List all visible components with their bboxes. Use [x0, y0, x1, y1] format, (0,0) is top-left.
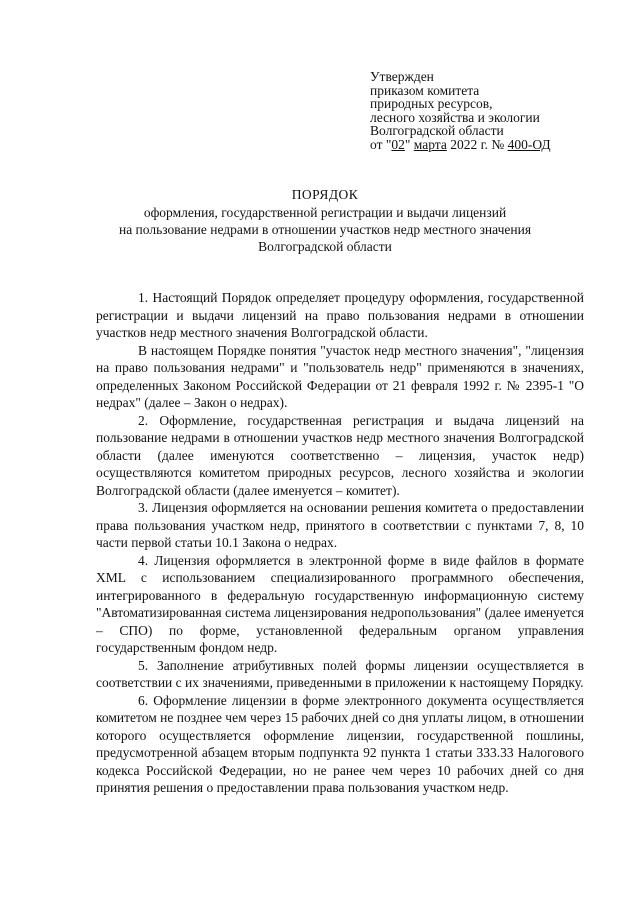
date-mid: "	[404, 136, 414, 152]
date-year: 2022 г. №	[446, 136, 508, 152]
title-line-3: Волгоградской области	[258, 239, 392, 254]
paragraph-4: 4. Лицензия оформляется в электронной форме в виде файлов в формате XML с использованием специализированного программного обеспечения, интегрированного в федеральную государственную информационную систему "Автоматизированная система лицензирования недропользования" (далее именуется – СПО) по форме, установленной федеральным органом управления государственным фондом недр.	[96, 552, 584, 655]
approval-line-2: приказом комитета	[370, 82, 480, 98]
approval-line-4: лесного хозяйства и экологии	[370, 109, 540, 125]
date-day: 02	[391, 136, 405, 152]
approval-line-5: Волгоградской области	[370, 123, 504, 139]
date-prefix: от "	[370, 136, 392, 152]
order-number: 400-ОД	[507, 136, 551, 152]
paragraph-1: 1. Настоящий Порядок определяет процедуру оформления, государственной регистрации и выдачи лицензий на право пользования недрами в отношении участков недр местного значения Волгоградской области.	[96, 290, 584, 340]
title-line-1: оформления, государственной регистрации и выдачи лицензий	[143, 205, 507, 220]
title-heading: ПОРЯДОК	[291, 187, 359, 202]
approval-date-line	[370, 138, 620, 152]
paragraph-6: 6. Оформление лицензии в форме электронного документа осуществляется комитетом не позднее чем через 15 рабочих дней со дня уплаты лицом, в отношении которого осуществляется оформление лицензии, государственной пошлины, предусмотренной абзацем вторым подпункта 92 пункта 1 статьи 333.33 Налогового кодекса Российской Федерации, но не ранее чем через 10 рабочих дней со дня принятия решения о предоставлении права пользования участком недр.	[96, 692, 584, 795]
paragraph-2: 2. Оформление, государственная регистрация и выдача лицензий на пользование недрами в отношении участков недр местного значения Волгоградской области (далее именуются соответственно – лицензия, участок недр) осуществляются комитетом природных ресурсов, лесного хозяйства и экологии Волгоградской области (далее именуется – комитет).	[96, 412, 584, 498]
paragraph-1-definitions: В настоящем Порядке понятия "участок недр местного значения", "лицензия на право пользования недрами" и "пользователь недр" применяются в значениях, определенных Законом Российской Федерации от 21 февраля 1992 г. № 2395-1 "О недрах" (далее – Закон о недрах).	[96, 342, 584, 410]
approval-line-3: природных ресурсов,	[370, 96, 493, 112]
document-body	[96, 289, 584, 797]
approval-line-1: Утвержден	[370, 69, 434, 84]
title-line-2: на пользование недрами в отношении участков недр местного значения	[118, 222, 532, 237]
document-title	[80, 186, 570, 255]
paragraph-5: 5. Заполнение атрибутивных полей формы лицензии осуществляется в соответствии с их значениями, приведенными в приложении к настоящему Порядку.	[96, 657, 584, 690]
date-month: марта	[413, 136, 447, 152]
approval-stamp	[370, 70, 620, 152]
paragraph-3: 3. Лицензия оформляется на основании решения комитета о предоставлении права пользования участком недр, принятого в соответствии с пунктами 7, 8, 10 части первой статьи 10.1 Закона о недрах.	[96, 500, 584, 550]
